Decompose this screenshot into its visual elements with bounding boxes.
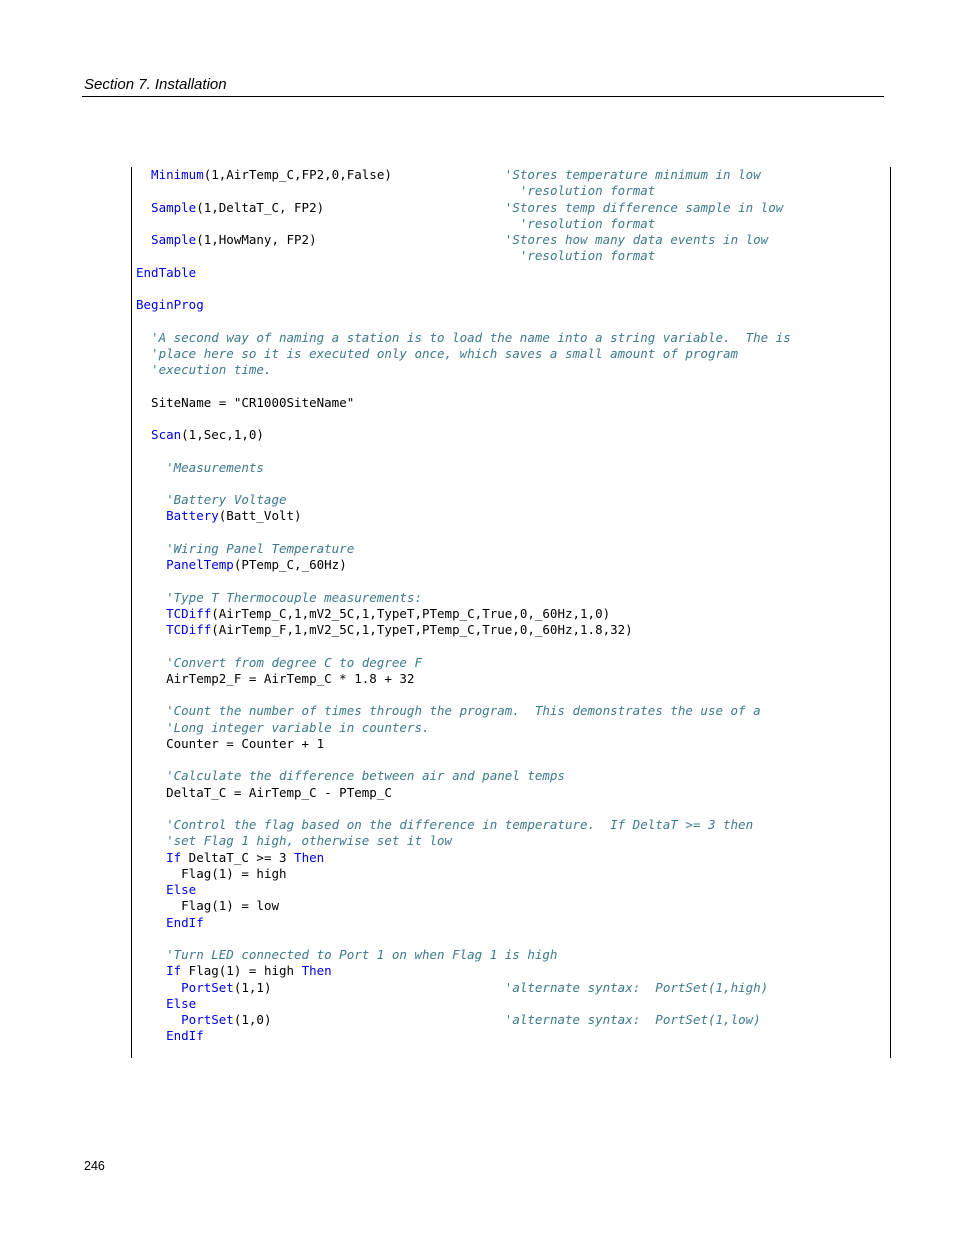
code-line xyxy=(136,330,886,346)
code-text: Flag(1) = high xyxy=(181,865,287,881)
code-indent xyxy=(136,980,181,996)
code-keyword: Scan xyxy=(151,427,182,442)
code-comment: 'set Flag 1 high, otherwise set it low xyxy=(166,833,453,849)
code-comment: 'Battery Voltage xyxy=(166,492,287,507)
code-line xyxy=(136,362,886,378)
code-line xyxy=(136,281,886,297)
code-line xyxy=(136,232,886,248)
code-line xyxy=(136,395,886,411)
code-line xyxy=(136,687,886,703)
code-text: Flag(1) = low xyxy=(181,898,279,914)
code-line xyxy=(136,443,886,459)
code-line xyxy=(136,963,886,979)
code-line xyxy=(136,378,886,394)
code-comment: 'A second way of naming a station is to load the name into a string variable. The is xyxy=(151,329,791,345)
code-line xyxy=(136,427,886,443)
code-text: (1,HowMany, FP2) xyxy=(196,232,317,247)
code-line xyxy=(136,671,886,687)
code-comment: 'Calculate the difference between air and panel temps xyxy=(166,768,565,784)
code-indent xyxy=(136,346,151,362)
code-listing xyxy=(136,167,886,1045)
code-comment: 'alternate syntax: PortSet(1,high) xyxy=(504,979,769,995)
code-indent xyxy=(136,866,181,882)
code-line xyxy=(136,573,886,589)
code-comment: 'Control the flag based on the difference in temperature. If DeltaT >= 3 then xyxy=(166,817,754,832)
code-line xyxy=(136,1028,886,1044)
code-comment: 'Count the number of times through the program. This demonstrates the use of a xyxy=(166,703,761,719)
code-keyword: EndTable xyxy=(136,264,197,280)
code-line xyxy=(136,460,886,476)
code-line xyxy=(136,265,886,281)
code-line xyxy=(136,313,886,329)
code-comment: 'execution time. xyxy=(151,362,272,377)
code-line xyxy=(136,541,886,557)
code-line xyxy=(136,703,886,719)
header-divider xyxy=(82,96,884,97)
code-comment: 'resolution format xyxy=(519,215,656,231)
code-line xyxy=(136,817,886,833)
code-line xyxy=(136,297,886,313)
code-line xyxy=(136,996,886,1012)
code-line xyxy=(136,216,886,232)
code-line xyxy=(136,346,886,362)
code-line xyxy=(136,736,886,752)
code-indent xyxy=(136,1012,181,1028)
code-indent xyxy=(136,882,166,898)
code-comment: 'Measurements xyxy=(166,459,264,475)
code-keyword: TCDiff xyxy=(166,622,212,637)
code-indent xyxy=(136,833,166,849)
code-line xyxy=(136,655,886,671)
code-line xyxy=(136,915,886,931)
code-indent xyxy=(136,996,166,1012)
code-text: (AirTemp_F,1,mV2_5C,1,TypeT,PTemp_C,True,0,_60Hz,1.8,32) xyxy=(211,622,633,637)
code-keyword: PanelTemp xyxy=(166,557,234,572)
code-indent xyxy=(136,785,166,801)
code-line xyxy=(136,850,886,866)
code-indent xyxy=(136,963,166,979)
code-keyword: Sample xyxy=(151,232,197,247)
code-keyword: Else xyxy=(166,995,197,1011)
code-indent xyxy=(136,671,166,687)
code-line xyxy=(136,167,886,183)
code-line xyxy=(136,898,886,914)
code-indent xyxy=(136,915,166,931)
code-comment: 'Stores temp difference sample in low xyxy=(504,199,784,215)
code-keyword: PortSet xyxy=(181,979,234,995)
code-keyword: If xyxy=(166,963,182,979)
code-text: (Batt_Volt) xyxy=(218,508,302,524)
code-indent xyxy=(136,703,166,719)
section-title: Section 7. Installation xyxy=(84,76,227,93)
code-comment: 'Type T Thermocouple measurements: xyxy=(166,589,422,605)
code-keyword: EndIf xyxy=(166,1028,204,1044)
code-indent xyxy=(136,655,166,671)
code-text: (1,0) xyxy=(233,1012,272,1027)
code-text: Flag(1) = high xyxy=(181,963,302,979)
code-comment: 'place here so it is executed only once, which saves a small amount of program xyxy=(151,345,739,361)
code-comment: 'resolution format xyxy=(519,248,656,264)
code-line xyxy=(136,200,886,216)
code-line xyxy=(136,508,886,524)
code-text: DeltaT_C = AirTemp_C - PTemp_C xyxy=(166,784,392,800)
code-line xyxy=(136,606,886,622)
code-indent xyxy=(136,492,166,508)
code-line xyxy=(136,1012,886,1028)
code-comment: 'Convert from degree C to degree F xyxy=(166,654,422,670)
code-keyword: Sample xyxy=(151,199,197,215)
code-comment: 'Long integer variable in counters. xyxy=(166,719,430,735)
code-text: (1,DeltaT_C, FP2) xyxy=(196,199,325,215)
code-text: AirTemp2_F = AirTemp_C * 1.8 + 32 xyxy=(166,670,415,686)
code-indent xyxy=(136,622,166,638)
code-line xyxy=(136,248,886,264)
code-line xyxy=(136,411,886,427)
code-text: Counter = Counter + 1 xyxy=(166,735,325,751)
code-indent xyxy=(136,362,151,378)
code-line xyxy=(136,638,886,654)
code-comment: 'alternate syntax: PortSet(1,low) xyxy=(504,1012,761,1027)
code-indent xyxy=(136,606,166,622)
code-comment: 'Wiring Panel Temperature xyxy=(166,540,355,556)
code-keyword: Then xyxy=(301,963,332,979)
code-line xyxy=(136,768,886,784)
code-indent xyxy=(136,736,166,752)
code-indent xyxy=(136,460,166,476)
code-text: DeltaT_C >= 3 xyxy=(181,849,295,865)
code-indent xyxy=(136,947,166,963)
code-line xyxy=(136,720,886,736)
code-text: (1,AirTemp_C,FP2,0,False) xyxy=(203,167,392,182)
code-comment: 'Stores temperature minimum in low xyxy=(504,167,761,182)
code-line xyxy=(136,801,886,817)
code-keyword: TCDiff xyxy=(166,605,212,621)
code-keyword: BeginProg xyxy=(136,297,204,312)
code-keyword: Then xyxy=(294,849,325,865)
code-indent xyxy=(136,557,166,573)
code-line xyxy=(136,980,886,996)
code-comment: 'Stores how many data events in low xyxy=(504,232,769,247)
code-comment: 'Turn LED connected to Port 1 on when Flag 1 is high xyxy=(166,947,558,962)
code-line xyxy=(136,752,886,768)
code-text: (PTemp_C,_60Hz) xyxy=(233,557,347,572)
code-indent xyxy=(136,850,166,866)
code-keyword: If xyxy=(166,849,182,865)
code-indent xyxy=(136,898,181,914)
code-indent xyxy=(136,590,166,606)
code-line xyxy=(136,866,886,882)
code-line xyxy=(136,183,886,199)
code-text: (AirTemp_C,1,mV2_5C,1,TypeT,PTemp_C,True,0,_60Hz,1,0) xyxy=(211,605,611,621)
code-keyword: EndIf xyxy=(166,914,204,930)
code-keyword: Else xyxy=(166,882,197,897)
code-indent xyxy=(136,720,166,736)
code-line xyxy=(136,476,886,492)
code-line xyxy=(136,590,886,606)
code-indent xyxy=(136,232,151,248)
code-indent xyxy=(136,427,151,443)
code-comment: 'resolution format xyxy=(519,183,656,199)
code-line xyxy=(136,931,886,947)
code-indent xyxy=(136,330,151,346)
page-number: 246 xyxy=(84,1159,105,1173)
code-keyword: PortSet xyxy=(181,1012,234,1027)
code-line xyxy=(136,492,886,508)
code-indent xyxy=(136,167,151,183)
code-indent xyxy=(136,768,166,784)
code-line xyxy=(136,622,886,638)
code-line xyxy=(136,882,886,898)
code-line xyxy=(136,947,886,963)
code-keyword: Minimum xyxy=(151,167,204,182)
code-text: (1,1) xyxy=(233,979,272,995)
code-keyword: Battery xyxy=(166,508,219,524)
code-text: (1,Sec,1,0) xyxy=(181,427,264,442)
code-indent xyxy=(136,541,166,557)
code-line xyxy=(136,525,886,541)
code-indent xyxy=(136,200,151,216)
code-line xyxy=(136,785,886,801)
code-indent xyxy=(136,817,166,833)
code-indent xyxy=(136,508,166,524)
code-line xyxy=(136,833,886,849)
code-indent xyxy=(136,1028,166,1044)
code-line xyxy=(136,557,886,573)
code-text: SiteName = "CR1000SiteName" xyxy=(151,394,355,410)
code-indent xyxy=(136,395,151,411)
